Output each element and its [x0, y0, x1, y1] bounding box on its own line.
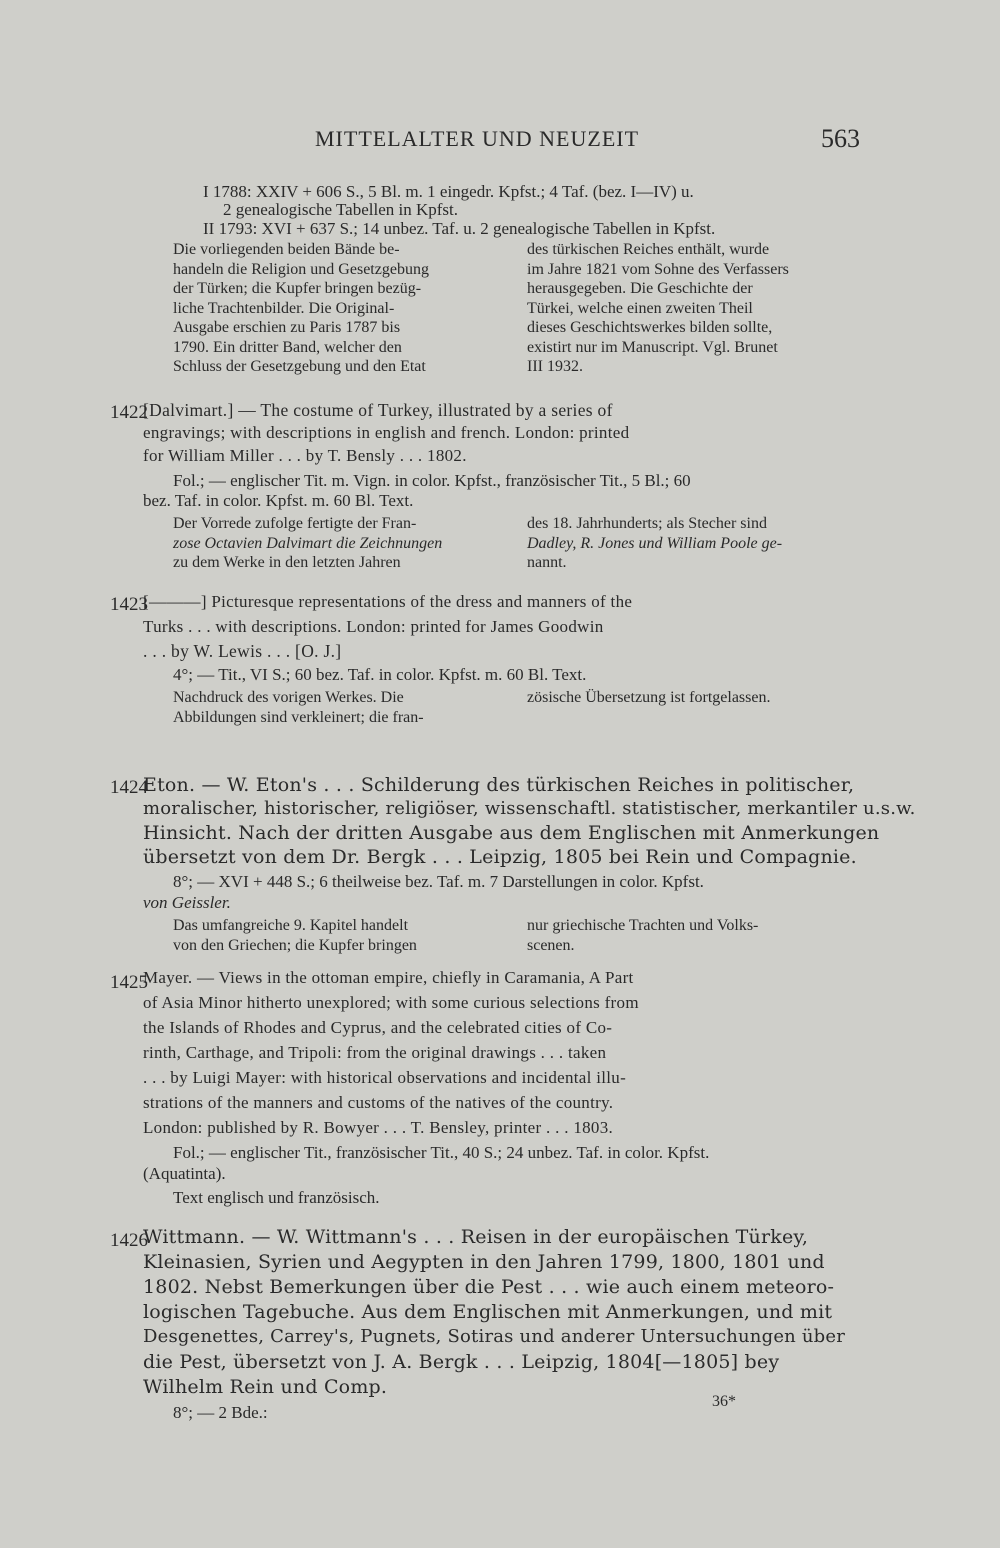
entry-heading-line: Kleinasien, Syrien und Aegypten in den Jahren 1799, 1800, 1801 und — [143, 1251, 825, 1273]
entry-heading-line: 1802. Nebst Bemerkungen über die Pest . . . wie auch einem meteoro- — [143, 1276, 835, 1298]
entry-number: 1423 — [110, 594, 148, 615]
note-right-column — [527, 240, 857, 377]
collation-line: Fol.; — englischer Tit., französischer Tit., 40 S.; 24 unbez. Taf. in color. Kpfst. — [173, 1143, 710, 1162]
entry-heading-line: Turks . . . with descriptions. London: printed for James Goodwin — [143, 617, 604, 636]
collation-line: von Geissler. — [143, 893, 231, 912]
entry-heading-line: London: published by R. Bowyer . . . T. Bensley, printer . . . 1803. — [143, 1118, 614, 1137]
running-title: MITTELALTER UND NEUZEIT — [315, 126, 640, 151]
entry-number: 1422 — [110, 402, 148, 423]
entry-heading-line: Desgenettes, Carrey's, Pugnets, Sotiras und anderer Untersuchungen über — [143, 1326, 846, 1347]
entry-heading-line: Mayer. — Views in the ottoman empire, chiefly in Caramania, A Part — [143, 968, 634, 987]
running-header — [140, 120, 860, 160]
note-line: zu dem Werke in den letzten Jahren — [173, 554, 401, 571]
note-right-column — [527, 514, 857, 573]
note-line: Ausgabe erschien zu Paris 1787 bis — [173, 319, 401, 336]
note-right-column — [527, 688, 857, 708]
note-line: Dadley, R. Jones und William Poole ge- — [527, 534, 783, 552]
note-line: dieses Geschichtswerkes bilden sollte, — [527, 319, 773, 336]
entry-heading-line: rinth, Carthage, and Tripoli: from the original drawings . . . taken — [143, 1043, 607, 1062]
note-line: im Jahre 1821 vom Sohne des Verfassers — [527, 260, 789, 278]
entry-heading-line: for William Miller . . . by T. Bensly . . . 1802. — [143, 446, 467, 465]
entry-heading-line: [———] Picturesque representations of the dress and manners of the — [143, 592, 633, 611]
signature-mark: 36* — [712, 1393, 736, 1410]
note-line: nur griechische Trachten und Volks- — [527, 917, 759, 934]
entry-heading-line: Hinsicht. Nach der dritten Ausgabe aus dem Englischen mit Anmerkungen — [143, 822, 880, 844]
entry-heading-line: [Dalvimart.] — The costume of Turkey, illustrated by a series of — [143, 400, 613, 420]
note-line: zösische Übersetzung ist fortgelassen. — [527, 689, 771, 706]
note-line: III 1932. — [527, 358, 583, 375]
entry-number: 1426 — [110, 1230, 148, 1251]
collation-line: 4°; — Tit., VI S.; 60 bez. Taf. in color. Kpfst. m. 60 Bl. Text. — [173, 665, 587, 684]
note-line: Schluss der Gesetzgebung und den Etat — [173, 358, 426, 375]
note-line: Der Vorrede zufolge fertigte der Fran- — [173, 515, 417, 532]
entry-heading-line: . . . by W. Lewis . . . [O. J.] — [143, 641, 342, 661]
note-left-column — [173, 688, 503, 727]
note-left-column — [173, 514, 503, 573]
note-line: Türkei, welche einen zweiten Theil — [527, 299, 753, 317]
collation-line: Text englisch und französisch. — [173, 1188, 380, 1207]
note-line: Die vorliegenden beiden Bände be- — [173, 241, 400, 258]
page-number: 563 — [821, 124, 860, 153]
collation-line: 8°; — 2 Bde.: — [173, 1403, 268, 1422]
note-line: 1790. Ein dritter Band, welcher den — [173, 338, 402, 356]
note-line: der Türken; die Kupfer bringen bezüg- — [173, 280, 422, 297]
entry-heading-line: the Islands of Rhodes and Cyprus, and the celebrated cities of Co- — [143, 1018, 613, 1037]
entry-heading-line: Wittmann. — W. Wittmann's . . . Reisen in der europäischen Türkey, — [143, 1226, 809, 1248]
collation-line: bez. Taf. in color. Kpfst. m. 60 Bl. Text. — [143, 491, 414, 510]
entry-number: 1425 — [110, 972, 148, 993]
entry-heading-line: Wilhelm Rein und Comp. — [143, 1376, 388, 1398]
note-line: des türkischen Reiches enthält, wurde — [527, 241, 770, 258]
note-left-column — [173, 240, 503, 377]
volume-line-1b: 2 genealogische Tabellen in Kpfst. — [223, 200, 459, 219]
note-line: herausgegeben. Die Geschichte der — [527, 280, 753, 297]
entry-heading-line: Eton. — W. Eton's . . . Schilderung des türkischen Reiches in politischer, — [143, 774, 855, 796]
note-line: von den Griechen; die Kupfer bringen — [173, 936, 417, 954]
volume-line-2: II 1793: XVI + 637 S.; 14 unbez. Taf. u. 2 genealogische Tabellen in Kpfst. — [203, 219, 716, 238]
entry-heading-line: of Asia Minor hitherto unexplored; with some curious selections from — [143, 993, 639, 1012]
note-right-column — [527, 916, 857, 955]
note-line: zose Octavien Dalvimart die Zeichnungen — [173, 534, 443, 552]
entry-heading-line: . . . by Luigi Mayer: with historical observations and incidental illu- — [143, 1068, 627, 1087]
note-line: Das umfangreiche 9. Kapitel handelt — [173, 917, 409, 934]
note-line: handeln die Religion und Gesetzgebung — [173, 260, 429, 278]
entry-heading-line: engravings; with descriptions in english and french. London: printed — [143, 423, 630, 442]
note-line: nannt. — [527, 554, 567, 571]
note-line: des 18. Jahrhunderts; als Stecher sind — [527, 515, 767, 532]
collation-line: (Aquatinta). — [143, 1164, 226, 1183]
entry-heading-line: strations of the manners and customs of the natives of the country. — [143, 1093, 614, 1112]
note-line: Abbildungen sind verkleinert; die fran- — [173, 708, 424, 726]
note-line: Nachdruck des vorigen Werkes. Die — [173, 689, 404, 706]
entry-number: 1424 — [110, 777, 148, 798]
volume-line-1: I 1788: XXIV + 606 S., 5 Bl. m. 1 eingedr. Kpfst.; 4 Taf. (bez. I—IV) u. — [203, 182, 694, 201]
collation-line: 8°; — XVI + 448 S.; 6 theilweise bez. Taf. m. 7 Darstellungen in color. Kpfst. — [173, 872, 704, 891]
entry-heading-line: übersetzt von dem Dr. Bergk . . . Leipzig, 1805 bei Rein und Compagnie. — [143, 846, 857, 868]
note-left-column — [173, 916, 503, 955]
entry-heading-line: die Pest, übersetzt von J. A. Bergk . . . Leipzig, 1804[—1805] bey — [143, 1351, 780, 1373]
collation-line: Fol.; — englischer Tit. m. Vign. in color. Kpfst., französischer Tit., 5 Bl.; 60 — [173, 471, 691, 490]
note-line: scenen. — [527, 936, 575, 954]
entry-heading-line: logischen Tagebuche. Aus dem Englischen mit Anmerkungen, und mit — [143, 1301, 833, 1323]
note-line: existirt nur im Manuscript. Vgl. Brunet — [527, 338, 778, 356]
note-line: liche Trachtenbilder. Die Original- — [173, 299, 395, 317]
entry-heading-line: moralischer, historischer, religiöser, wissenschaftl. statistischer, merkantiler u.s.w. — [143, 798, 916, 819]
